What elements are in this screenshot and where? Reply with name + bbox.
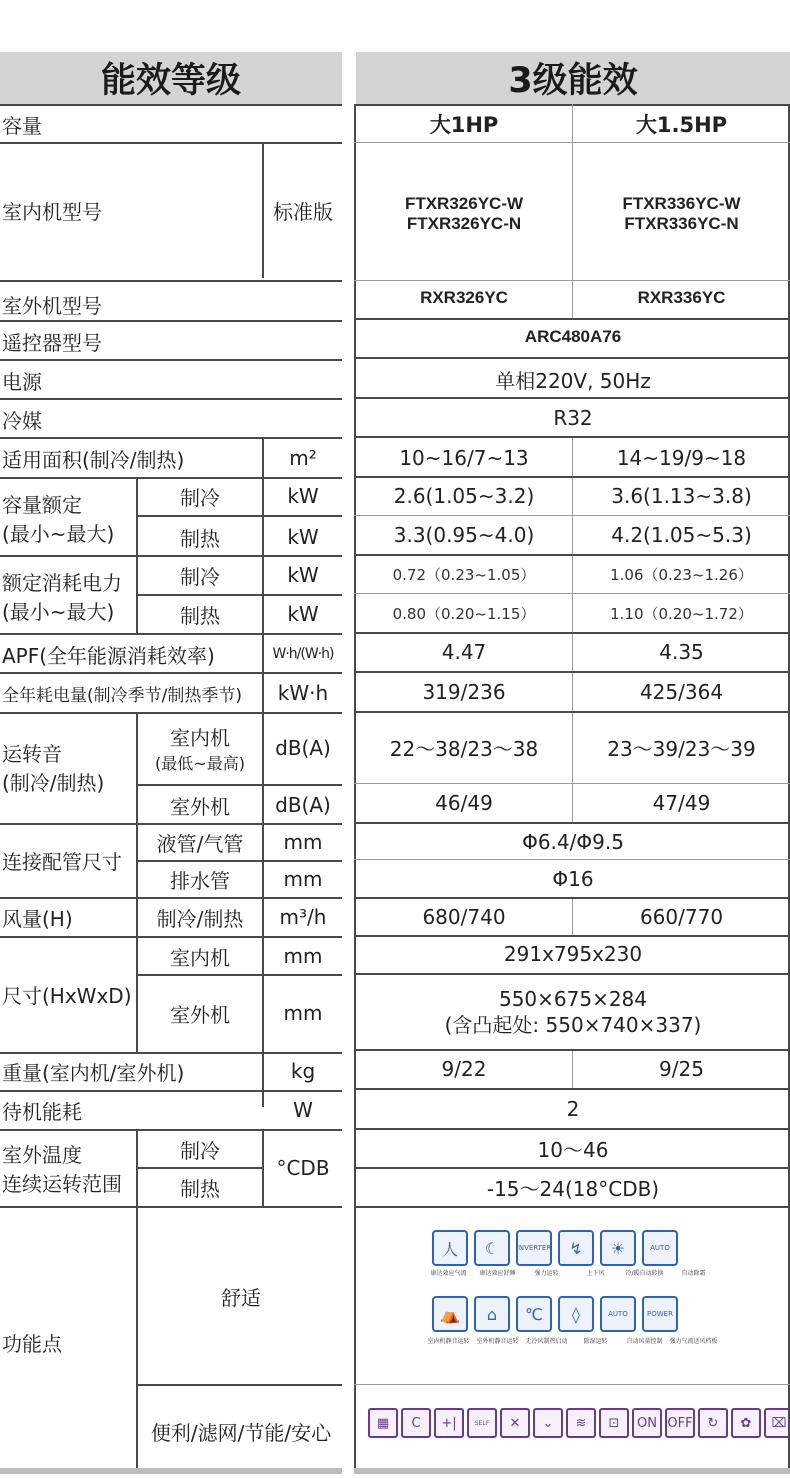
rated-power-heat-unit: kW <box>287 602 319 626</box>
feature-caption: 室外机静音运转 <box>476 1338 519 1345</box>
noise-outdoor-unit: dB(A) <box>275 793 331 817</box>
rated-capacity-cool-unit: kW <box>287 484 319 508</box>
piping-liquid-unit: mm <box>283 830 323 854</box>
header-left: 能效等级 <box>0 52 342 104</box>
weight-col2: 9/25 <box>659 1057 704 1081</box>
feature-caption: 除湿运转 <box>583 1338 608 1345</box>
no-cold-wind-icon: ℃ <box>516 1296 552 1332</box>
rated-capacity-heat-unit: kW <box>287 525 319 549</box>
weight-label: 重量(室内机/室外机) <box>2 1060 185 1085</box>
airflow-col2: 660/770 <box>639 905 724 929</box>
temp-range-unit: °CDB <box>276 1156 330 1180</box>
size-outdoor-value1: 550×675×284 <box>498 987 648 1011</box>
weight-col1: 9/22 <box>441 1057 487 1081</box>
feature-caption: 自动除霜 <box>681 1270 706 1277</box>
noise-outdoor-col2: 47/49 <box>652 791 711 815</box>
area-col2: 14~19/9~18 <box>616 446 747 470</box>
feature-caption: 无冷风制热启动 <box>525 1338 568 1345</box>
rated-power-label1: 额定消耗电力 <box>2 571 122 595</box>
remote-value: ARC480A76 <box>524 327 622 346</box>
airflow-col1: 680/740 <box>422 905 506 929</box>
area-unit: m² <box>289 446 317 470</box>
size-indoor-unit: mm <box>283 944 323 968</box>
convenience-icons <box>368 1408 790 1438</box>
annual-unit: kW·h <box>277 681 329 705</box>
capacity-col2: 大1.5HP <box>635 113 728 137</box>
rated-power-cool-mode: 制冷 <box>180 564 220 589</box>
rated-power-cool-col2: 1.06（0.23~1.26） <box>610 565 753 584</box>
rated-power-heat-mode: 制热 <box>180 603 220 628</box>
annual-label: 全年耗电量(制冷季节/制热季节) <box>2 685 242 706</box>
airflow-sleep-icon: ☾ <box>474 1230 510 1266</box>
size-outdoor-value2: (含凸起处: 550×740×337) <box>444 1013 702 1037</box>
auto-fan-icon: AUTO <box>600 1296 636 1332</box>
airflow-mode: 制冷/制热 <box>156 906 244 931</box>
power-icon: POWER <box>642 1296 678 1332</box>
power-label: 电源 <box>2 369 42 394</box>
c-icon: C <box>401 1408 431 1438</box>
rated-capacity-cool-mode: 制冷 <box>180 485 220 510</box>
auto-humidify-icon: AUTO <box>642 1230 678 1266</box>
refrigerant-label: 冷媒 <box>2 408 42 433</box>
onoff-timer-icon: ⊡ <box>599 1408 629 1438</box>
indoor-model-col1 <box>356 142 572 286</box>
airflow-unit: m³/h <box>279 905 327 929</box>
feature-caption: 自动风量控制 <box>626 1338 663 1345</box>
indoor-model-col2 <box>573 142 790 286</box>
onoff-icon: ON <box>632 1408 662 1438</box>
dehumidify-icon: ◊ <box>558 1296 594 1332</box>
rated-capacity-cool-col2: 3.6(1.13~3.8) <box>611 484 752 508</box>
area-col1: 10~16/7~13 <box>399 446 529 470</box>
size-outdoor-unit: mm <box>283 1001 323 1025</box>
noise-indoor-col2: 23～39/23～39 <box>607 736 756 761</box>
rated-capacity-label1: 容量额定 <box>2 493 82 517</box>
fan-icon: ✿ <box>731 1408 761 1438</box>
size-outdoor: 室外机 <box>170 1002 230 1027</box>
dry-icon: ≋ <box>566 1408 596 1438</box>
noise-label2: (制冷/制热) <box>2 771 105 795</box>
indoor-quiet-icon: ⛺ <box>432 1296 468 1332</box>
weight-unit: kg <box>290 1059 316 1083</box>
rated-capacity-heat-col2: 4.2(1.05~5.3) <box>611 523 752 547</box>
feature-caption: 康达效应气流 <box>430 1270 467 1277</box>
noise-indoor <box>139 714 261 782</box>
temp-range-heat-value: -15～24(18°CDB) <box>486 1176 660 1201</box>
remote-label: 遥控器型号 <box>2 330 102 355</box>
auto-clean-icon: ⌄ <box>533 1408 563 1438</box>
rated-capacity-label2: (最小~最大) <box>2 522 115 546</box>
standby-unit: W <box>293 1098 313 1122</box>
feature-caption: 室内机静音运转 <box>427 1338 470 1345</box>
noise-label <box>0 714 136 820</box>
power-value: 单相220V, 50Hz <box>495 368 651 393</box>
capacity-label: 容量 <box>2 113 42 138</box>
feature-caption: 上下风 <box>586 1270 605 1277</box>
airflow-label: 风量(H) <box>2 906 73 931</box>
piping-label: 连接配管尺寸 <box>2 849 122 874</box>
comfort-icons-row1 <box>432 1230 678 1266</box>
rated-capacity-cool-col1: 2.6(1.05~3.2) <box>393 484 535 508</box>
piping-liquid-value: Φ6.4/Φ9.5 <box>522 830 624 854</box>
inverter-icon: INVERTER <box>516 1230 552 1266</box>
noise-outdoor: 室外机 <box>170 794 230 819</box>
noise-indoor-unit: dB(A) <box>275 736 331 760</box>
standby-value: 2 <box>566 1097 580 1121</box>
auto-switch-icon: ☀ <box>600 1230 636 1266</box>
rated-capacity-label <box>0 480 136 556</box>
indoor-model-col2-w: FTXR336YC-W <box>622 194 741 213</box>
apf-col2: 4.35 <box>659 640 704 664</box>
temp-range-label1: 室外温度 <box>2 1143 82 1167</box>
features-label: 功能点 <box>2 1331 62 1356</box>
piping-drain-value: Φ16 <box>552 867 594 891</box>
rated-power-heat-col2: 1.10（0.20~1.72） <box>610 604 753 623</box>
indoor-model-sub: 标准版 <box>273 199 333 224</box>
size-indoor: 室内机 <box>170 945 230 970</box>
noise-indoor-col1: 22～38/23～38 <box>389 736 539 761</box>
airflow-person-icon: 人 <box>432 1230 468 1266</box>
noise-indoor-sub: (最低~最高) <box>155 754 245 773</box>
self-icon: SELF <box>467 1408 497 1438</box>
comfort-captions-row1 <box>424 1268 718 1277</box>
temp-range-heat: 制热 <box>180 1176 220 1201</box>
swing-icon: ↯ <box>558 1230 594 1266</box>
header-right: 3级能效 <box>356 52 790 104</box>
feature-caption: 康达效应舒睡 <box>479 1270 516 1277</box>
feature-caption: 冷/暖自动转换 <box>625 1270 664 1277</box>
noise-outdoor-col1: 46/49 <box>435 791 493 815</box>
feature-caption: 强力气流送风档板 <box>669 1338 718 1345</box>
timer-icon: OFF <box>665 1408 695 1438</box>
outdoor-model-col2: RXR336YC <box>637 288 726 307</box>
rated-power-cool-col1: 0.72（0.23~1.05） <box>392 565 536 584</box>
temp-range-cool-value: 10～46 <box>537 1137 609 1162</box>
size-label: 尺寸(HxWxD) <box>2 983 132 1008</box>
filter-icon: +| <box>434 1408 464 1438</box>
lock-icon: ⌧ <box>764 1408 790 1438</box>
outdoor-model-label: 室外机型号 <box>2 293 102 318</box>
noise-indoor-label: 室内机 <box>170 726 230 750</box>
indoor-model-label: 室内机型号 <box>2 199 102 224</box>
rated-power-label <box>0 558 136 634</box>
rated-capacity-heat-mode: 制热 <box>180 526 220 551</box>
outdoor-quiet-icon: ⌂ <box>474 1296 510 1332</box>
indoor-model-col2-n: FTXR336YC-N <box>624 214 739 233</box>
features-comfort: 舒适 <box>221 1285 261 1310</box>
standby-label: 待机能耗 <box>2 1099 82 1124</box>
refrigerant-value: R32 <box>553 406 593 430</box>
annual-col1: 319/236 <box>422 680 506 704</box>
feature-caption: 强力运转 <box>534 1270 559 1277</box>
temp-range-label <box>0 1131 136 1205</box>
mildew-icon: ✕ <box>500 1408 530 1438</box>
apf-unit: W·h/(W·h) <box>272 646 334 662</box>
rated-power-label2: (最小~最大) <box>2 600 115 624</box>
piping-liquid-name: 液管/气管 <box>156 831 244 856</box>
area-label: 适用面积(制冷/制热) <box>2 447 185 472</box>
rated-power-heat-col1: 0.80（0.20~1.15） <box>392 604 536 623</box>
rated-capacity-heat-col1: 3.3(0.95~4.0) <box>393 523 535 547</box>
apf-col1: 4.47 <box>441 640 487 664</box>
piping-drain-unit: mm <box>283 867 323 891</box>
piping-drain-name: 排水管 <box>170 868 230 893</box>
rated-power-cool-unit: kW <box>287 563 319 587</box>
annual-col2: 425/364 <box>639 680 724 704</box>
size-outdoor-value <box>356 975 790 1049</box>
temp-range-label2: 连续运转范围 <box>2 1172 122 1196</box>
noise-label1: 运转音 <box>2 742 62 766</box>
size-indoor-value: 291x795x230 <box>503 942 643 966</box>
restart-icon: ↻ <box>698 1408 728 1438</box>
indoor-model-col1-w: FTXR326YC-W <box>404 194 524 213</box>
apf-label: APF(全年能源消耗效率) <box>2 643 215 668</box>
outdoor-model-col1: RXR326YC <box>420 288 508 307</box>
capacity-col1: 大1HP <box>429 113 499 137</box>
clean-icon: ▦ <box>368 1408 398 1438</box>
comfort-captions-row2 <box>424 1336 718 1345</box>
temp-range-cool: 制冷 <box>180 1138 220 1163</box>
indoor-model-col1-n: FTXR326YC-N <box>406 214 522 233</box>
features-convenience: 便利/滤网/节能/安心 <box>150 1420 332 1445</box>
comfort-icons-row2 <box>432 1296 678 1332</box>
